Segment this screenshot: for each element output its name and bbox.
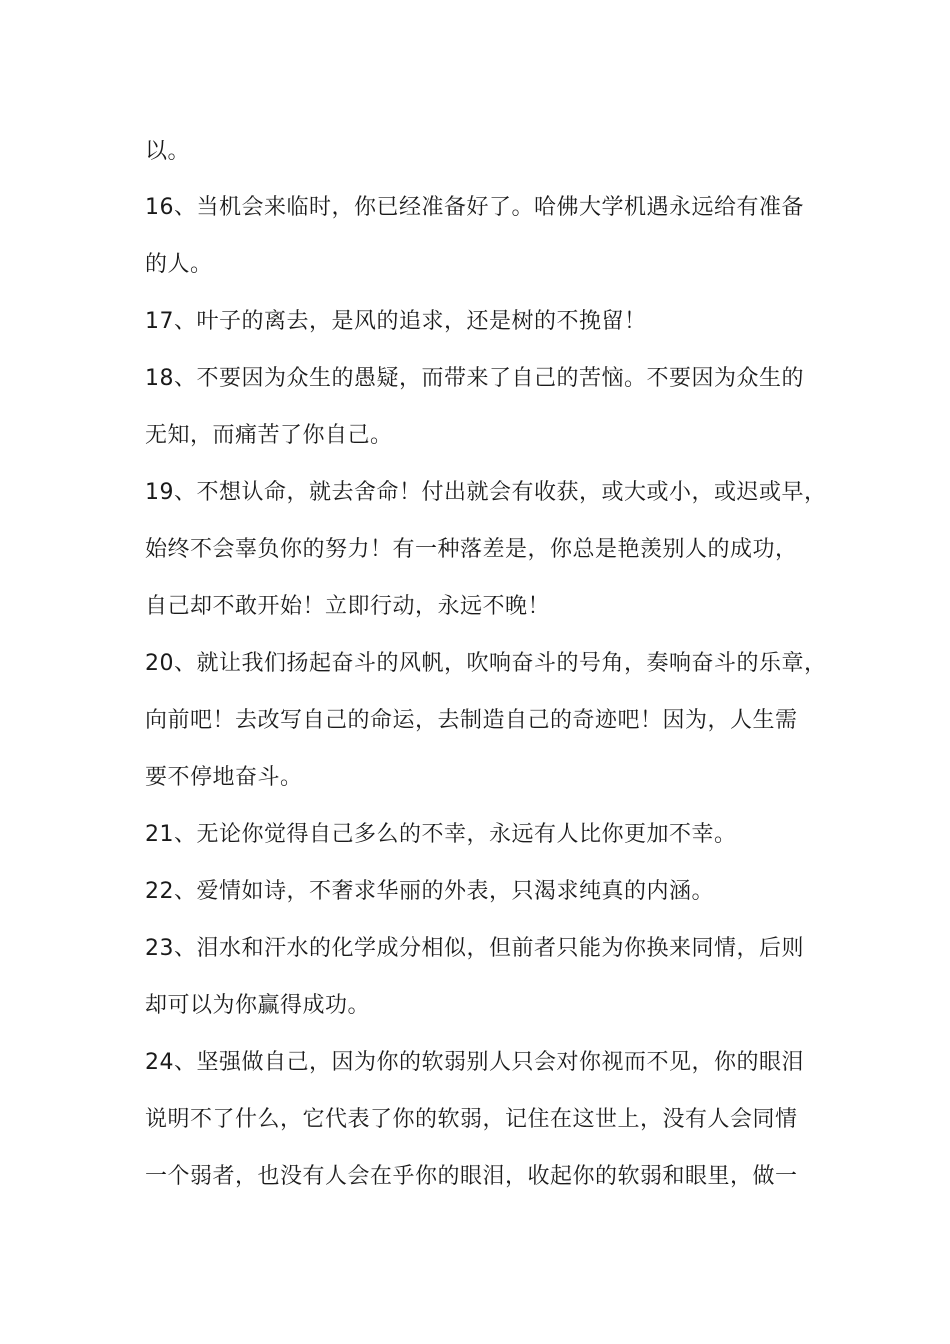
text-line: 一个弱者，也没有人会在乎你的眼泪，收起你的软弱和眼里，做一 (145, 1164, 798, 1189)
text-line: 20、就让我们扬起奋斗的风帆，吹响奋斗的号角，奏响奋斗的乐章， (145, 651, 827, 676)
text-line: 18、不要因为众生的愚疑，而带来了自己的苦恼。不要因为众生的 (145, 366, 804, 391)
text-line: 16、当机会来临时，你已经准备好了。哈佛大学机遇永远给有准备 (145, 195, 804, 220)
text-line: 始终不会辜负你的努力！有一种落差是，你总是艳羡别人的成功， (145, 537, 798, 562)
text-line: 22、爱情如诗，不奢求华丽的外表，只渴求纯真的内涵。 (145, 879, 714, 904)
text-line: 23、泪水和汗水的化学成分相似，但前者只能为你换来同情，后则 (145, 936, 804, 961)
text-line: 24、坚强做自己，因为你的软弱别人只会对你视而不见，你的眼泪 (145, 1050, 804, 1075)
text-line: 要不停地奋斗。 (145, 765, 303, 790)
text-line: 无知，而痛苦了你自己。 (145, 423, 393, 448)
text-line: 17、叶子的离去，是风的追求，还是树的不挽留！ (145, 309, 647, 334)
text-line: 21、无论你觉得自己多么的不幸，永远有人比你更加不幸。 (145, 822, 737, 847)
text-line: 19、不想认命，就去舍命！付出就会有收获，或大或小，或迟或早， (145, 480, 827, 505)
text-line: 向前吧！去改写自己的命运，去制造自己的奇迹吧！因为，人生需 (145, 708, 798, 733)
text-line: 却可以为你赢得成功。 (145, 993, 371, 1018)
text-line: 自己却不敢开始！立即行动，永远不晚！ (145, 594, 551, 619)
text-line: 的人。 (145, 252, 213, 277)
text-line: 说明不了什么，它代表了你的软弱，记住在这世上，没有人会同情 (145, 1107, 798, 1132)
text-line: 以。 (145, 139, 191, 164)
